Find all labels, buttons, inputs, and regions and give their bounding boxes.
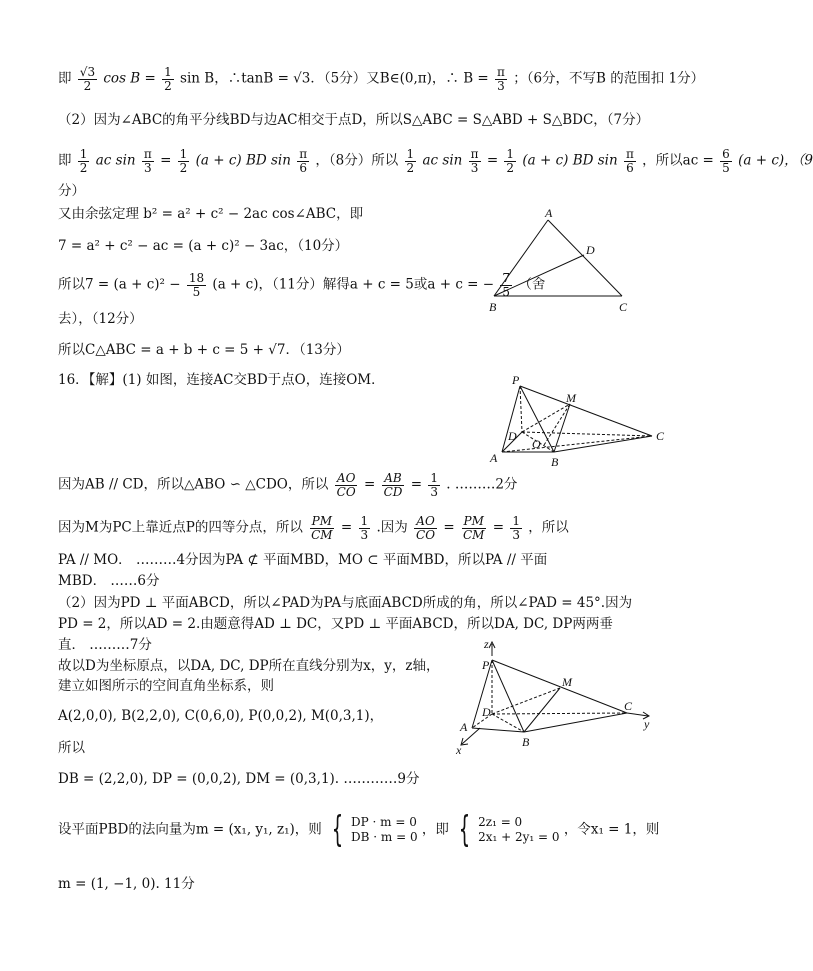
fraction-ao-over-co: $\frac{AO}{CO}$ (336, 471, 356, 499)
text-line-20: A(2,0,0), B(2,2,0), C(0,6,0), P(0,0,2), M(0,3,1)， (58, 708, 384, 724)
text-line-17: 直． ………7分 (58, 637, 152, 653)
linear-equation-system: { 2z₁ = 0 2x₁ + 2y₁ = 0 (458, 809, 560, 850)
label-c: C (624, 699, 633, 713)
label-d: D (586, 243, 595, 257)
fraction-one-half: $\frac{1}{2}$ (179, 147, 188, 175)
edge-ab (472, 728, 524, 732)
label-z: z (484, 637, 489, 651)
label-b: B (551, 455, 559, 469)
fraction-ao-over-co: $\frac{AO}{CO}$ (416, 514, 436, 542)
text-line-8: 去），（12分） (58, 311, 143, 327)
edge-bc (524, 713, 627, 732)
edge-bm (524, 688, 560, 732)
text-line-22: DB = (2,2,0), DP = (0,0,2), DM = (0,3,1). …………9分 (58, 771, 420, 787)
fraction-one-half: $\frac{1}{2}$ (164, 65, 172, 93)
label-a: A (545, 206, 553, 220)
label-x: x (456, 743, 462, 757)
text-line-19: 建立如图所示的空间直角坐标系，则 (58, 678, 274, 694)
label-b: B (522, 735, 530, 749)
fraction-pi-over-6: $\frac{\pi}{6}$ (625, 147, 634, 175)
text-line-7: 所以7 = (a + c)² − $\frac{18}{5}$ (a + c)，（11分）解得a + c = 5或a + c = − $\frac{7}{5}$ （舍 (58, 271, 546, 299)
triangle-side-ab (494, 220, 548, 299)
text-line-14: MBD． ……6分 (58, 573, 160, 589)
label-b: B (489, 300, 497, 314)
label-a: A (460, 720, 468, 734)
text-line-18: 故以D为坐标原点，以DA, DC, DP所在直线分别为x，y，z轴， (58, 658, 440, 674)
text-line-21: 所以 (58, 740, 85, 756)
text-line-24: m = (1, −1, 0). 11分 (58, 876, 195, 892)
fraction-seven-fifths: $\frac{7}{5}$ (502, 271, 511, 299)
label-c: C (619, 300, 628, 314)
fraction-ab-over-cd: $\frac{AB}{CD}$ (383, 471, 403, 499)
fraction-one-half: $\frac{1}{2}$ (406, 147, 415, 175)
fraction-pi-over-3: $\frac{\pi}{3}$ (470, 147, 479, 175)
text-line-11: 因为AB // CD，所以△ABO ∽ △CDO，所以 $\frac{AO}{CO}$ = $\frac{AB}{CD}$ = $\frac{1}{3}$ . ………2分 (58, 471, 518, 499)
fraction-pi-over-3: $\frac{\pi}{3}$ (497, 65, 505, 93)
label-d: D (482, 705, 491, 719)
fraction-pm-over-cm: $\frac{PM}{CM}$ (311, 514, 333, 542)
fraction-one-third: $\frac{1}{3}$ (512, 514, 520, 542)
edge-om (544, 404, 570, 445)
label-a: A (490, 451, 498, 465)
text-line-12: 因为M为PC上靠近点P的四等分点，所以 $\frac{PM}{CM}$ = $\frac{1}{3}$ .因为 $\frac{AO}{CO}$ = $\frac{PM}{CM}$ = $\frac{1}{3}$ ，所以 (58, 514, 569, 542)
pyramid-figure-2 (452, 636, 658, 758)
label-p: P (482, 658, 490, 672)
edge-dc (522, 432, 652, 436)
text-line-6: 7 = a² + c² − ac = (a + c)² − 3ac，（10分） (58, 238, 349, 254)
edge-dc (492, 713, 627, 714)
label-c: C (656, 429, 665, 443)
label-o: O (532, 437, 541, 451)
label-y: y (644, 717, 650, 731)
edge-db (492, 714, 524, 732)
text-line-16: PD = 2，所以AD = 2.由题意得AD ⊥ DC，又PD ⊥ 平面ABCD，所以DA, DC, DP两两垂 (58, 616, 613, 632)
fraction-one-half: $\frac{1}{2}$ (79, 147, 88, 175)
label-d: D (508, 429, 517, 443)
edge-ac (502, 436, 652, 452)
text-line-13: PA // MO． ………4分因为PA ⊄ 平面MBD，MO ⊂ 平面MBD，所以PA // 平面 (58, 552, 548, 568)
pyramid-figure-1 (482, 372, 682, 472)
text-line-10: 16．【解】(1) 如图，连接AC交BD于点O，连接OM． (58, 372, 385, 388)
text-line-3: 即 $\frac{1}{2}$ ac sin $\frac{\pi}{3}$ = $\frac{1}{2}$ (a + c) BD sin $\frac{\pi}{6}$ ，（8分）所以 $\frac{1}{2}$ ac sin $\frac{\pi}{3}$ = $\frac{1}{2}$ (a + c) BD sin $\frac{\pi}{6}$ ，所以ac = $\frac{6}{5}$ (a + c)，（9 (58, 147, 813, 175)
text-line-2: （2）因为∠ABC的角平分线BD与边AC相交于点D，所以S△ABC = S△ABD + S△BDC，（7分） (58, 112, 650, 128)
fraction-eighteen-fifths: $\frac{18}{5}$ (188, 271, 205, 299)
fraction-one-third: $\frac{1}{3}$ (430, 471, 438, 499)
fraction-six-fifths: $\frac{6}{5}$ (722, 147, 730, 175)
triangle-bisector-bd (494, 255, 584, 299)
fraction-pm-over-cm: $\frac{PM}{CM}$ (462, 514, 485, 542)
fraction-pi-over-3: $\frac{\pi}{3}$ (143, 147, 152, 175)
label-m: M (562, 675, 572, 689)
edge-pd (520, 386, 522, 432)
label-p: P (512, 373, 520, 387)
label-m: M (566, 391, 576, 405)
fraction-one-third: $\frac{1}{3}$ (360, 514, 369, 542)
vector-equation-system: { DP · m = 0 DB · m = 0 (331, 809, 418, 850)
fraction-one-half: $\frac{1}{2}$ (506, 147, 515, 175)
edge-dm (522, 404, 570, 432)
triangle-side-ac (548, 220, 622, 296)
text-line-15: （2）因为PD ⊥ 平面ABCD，所以∠PAD为PA与底面ABCD所成的角，所以∠PAD = 45°.因为 (58, 595, 633, 611)
text-line-9: 所以C△ABC = a + b + c = 5 + √7．（13分） (58, 342, 350, 358)
text-line-5: 又由余弦定理 b² = a² + c² − 2ac cos∠ABC，即 (58, 206, 364, 222)
fraction-sqrt3-over-2: $\frac{√3}{2}$ (79, 65, 96, 93)
text-line-4: 分） (58, 183, 85, 199)
text-line-23: 设平面PBD的法向量为m = (x₁, y₁, z₁)，则 { DP · m = 0 DB · m = 0 ，即 { 2z₁ = 0 2x₁ + 2y₁ = 0 ，令x₁ = 1，则 (58, 809, 660, 850)
edge-bc (554, 436, 652, 452)
fraction-pi-over-6: $\frac{\pi}{6}$ (299, 147, 308, 175)
triangle-figure (484, 206, 636, 316)
edge-pc (520, 386, 652, 436)
text-line-1: 即 $\frac{√3}{2}$ cos B = $\frac{1}{2}$ sin B，∴tanB = √3．（5分）又B∈(0,π)，∴ B = $\frac{\pi}{3}$ ；（6分，不写B 的范围扣 1分） (58, 65, 705, 93)
